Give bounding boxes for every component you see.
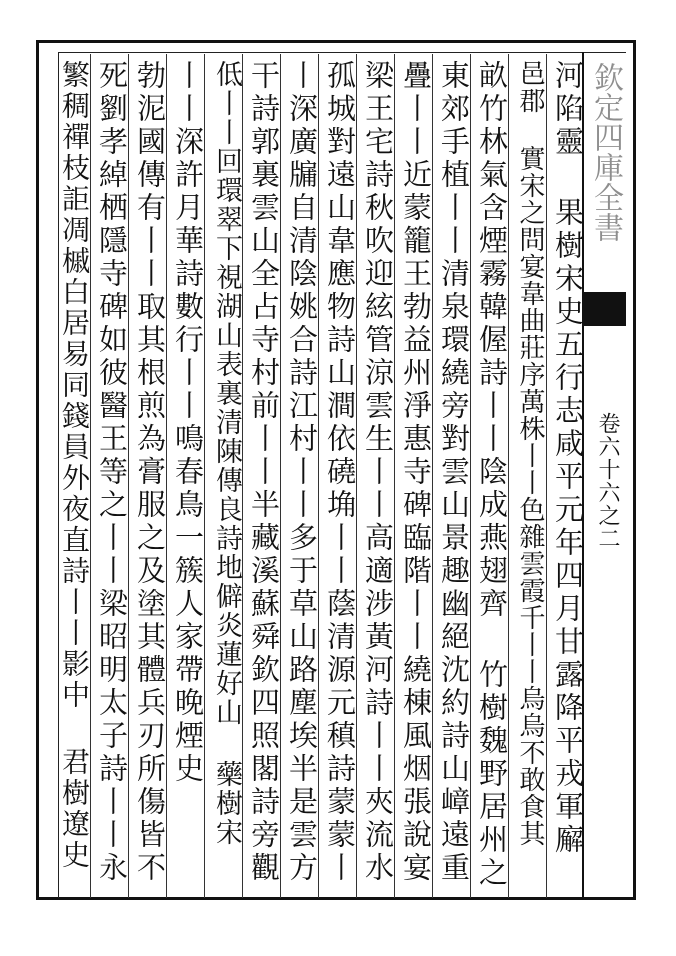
text-column: 死劉孝綽栖隱寺碑如彼醫王等之丨丨梁昭明太子詩丨丨永 [95, 60, 129, 885]
text-column: 丨深廣牖自清陰姚合詩江村丨丨多于草山路塵埃半是雲方 [285, 60, 319, 885]
text-column: 東郊手植丨丨清泉環繞旁對雲山景趣幽絕沈約詩山嶂遠重 [437, 60, 471, 885]
inner-top-rule [58, 52, 626, 53]
text-column: 邑郡 實宋之問宴韋曲莊序萬株丨丨色雜雲霞千丨丨烏烏不敢食其 [515, 60, 545, 847]
text-column: 丨丨深許月華詩數行丨丨鳴春鳥一簇人家帶晚煙史 [171, 60, 205, 786]
text-column: 河陷靈 果樹宋史五行志咸平元年四月甘露降平戎軍廨 [551, 60, 585, 857]
book-title: 欽定四庫全書 [588, 62, 623, 242]
text-column: 低丨丨回環翠下視湖山表裏清陳傳良詩地僻炎蓮好山 藥樹宋 [211, 60, 242, 847]
inner-bottom-rule [58, 898, 626, 900]
text-column: 孤城對遠山韋應物詩山澗依磽埆丨丨蔭清源元稹詩蒙蒙丨 [323, 60, 357, 885]
text-column: 繁稠禪枝詎凋槭白居易同錢員外夜直詩丨丨影中 君樹遼史 [58, 60, 91, 871]
text-column: 干詩郭裏雲山全占寺村前丨丨半藏溪蘇舜欽四照閣詩旁觀 [247, 60, 281, 885]
text-column: 疊丨丨近蒙籠王勃益州淨惠寺碑臨階丨丨繞棟風烟張說宴 [399, 60, 433, 885]
text-column: 勃泥國傳有丨丨取其根煎為膏服之及塗其體兵刃所傷皆不 [133, 60, 167, 885]
text-column: 畝竹林氣含煙霧韓偓詩丨丨陰成燕翅齊 竹樹魏野居州之 [475, 60, 509, 890]
text-column: 梁王宅詩秋吹迎絃管涼雲生丨丨高適涉黃河詩丨丨夾流水 [361, 60, 395, 885]
juan-label: 卷六十六之二 [595, 412, 620, 550]
